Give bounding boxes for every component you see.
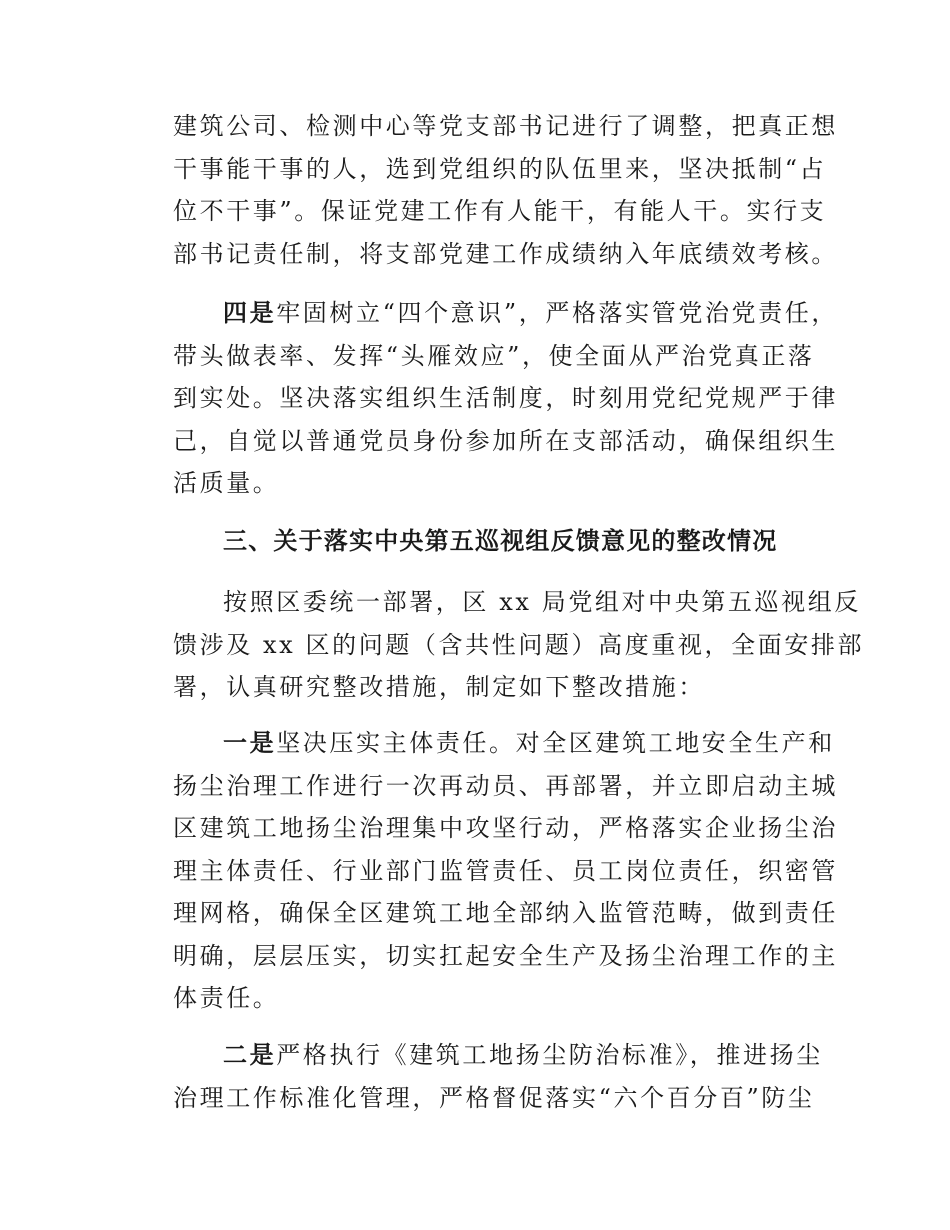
- text-line: 区建筑工地扬尘治理集中攻坚行动，严格落实企业扬尘治: [173, 814, 838, 842]
- text-line: [173, 292, 838, 335]
- text-line: 理网格，确保全区建筑工地全部纳入监管范畴，做到责任: [173, 899, 838, 927]
- paragraph-one: [173, 722, 838, 1020]
- text-line: [173, 722, 835, 765]
- paragraph-intro: [173, 581, 865, 709]
- section-heading: 三、关于落实中央第五巡视组反馈意见的整改情况: [223, 527, 778, 555]
- paragraph-lead: 四是: [223, 299, 277, 327]
- text-run: 严格执行《建筑工地扬尘防治标准》，推进扬尘: [276, 1041, 823, 1069]
- paragraph-lead: 一是: [223, 729, 277, 757]
- text-line: 署，认真研究整改措施，制定如下整改措施：: [173, 673, 705, 701]
- text-line: 体责任。: [173, 984, 280, 1012]
- text-line: 建筑公司、检测中心等党支部书记进行了调整，把真正想: [173, 112, 838, 140]
- text-line: 干事能干事的人，选到党组织的队伍里来，坚决抵制“占: [173, 154, 827, 183]
- paragraph-lead: 二是: [223, 1041, 277, 1069]
- paragraph-two: [173, 1034, 823, 1119]
- text-line: 治理工作标准化管理，严格督促落实“六个百分百”防尘: [173, 1083, 815, 1112]
- text-line: 部书记责任制，将支部党建工作成绩纳入年底绩效考核。: [173, 239, 838, 268]
- paragraph-four: [173, 292, 838, 505]
- text-line: [173, 1034, 823, 1077]
- text-line: 带头做表率、发挥“头雁效应”，使全面从严治党真正落: [173, 341, 815, 370]
- text-line: 理主体责任、行业部门监管责任、员工岗位责任，织密管: [173, 856, 838, 885]
- paragraph-continuation: [173, 105, 838, 275]
- text-run: 坚决压实主体责任。对全区建筑工地安全生产和: [276, 729, 835, 757]
- text-line: 到实处。坚决落实组织生活制度，时刻用党纪党规严于律: [173, 384, 838, 412]
- text-line: 活质量。: [173, 469, 280, 497]
- section-heading-block: [173, 520, 793, 563]
- text-line: 扬尘治理工作进行一次再动员、再部署，并立即启动主城: [173, 771, 838, 800]
- text-line: 按照区委统一部署，区 xx 局党组对中央第五巡视组反: [223, 588, 861, 616]
- text-line: 明确，层层压实，切实扛起安全生产及扬尘治理工作的主: [173, 941, 838, 970]
- text-line: 位不干事”。保证党建工作有人能干，有能人干。实行支: [173, 197, 827, 225]
- text-run: 牢固树立“四个意识”，严格落实管党治党责任，: [276, 299, 838, 327]
- text-line: 己，自觉以普通党员身份参加所在支部活动，确保组织生: [173, 426, 838, 455]
- text-line: 馈涉及 xx 区的问题（含共性问题）高度重视，全面安排部: [173, 630, 865, 659]
